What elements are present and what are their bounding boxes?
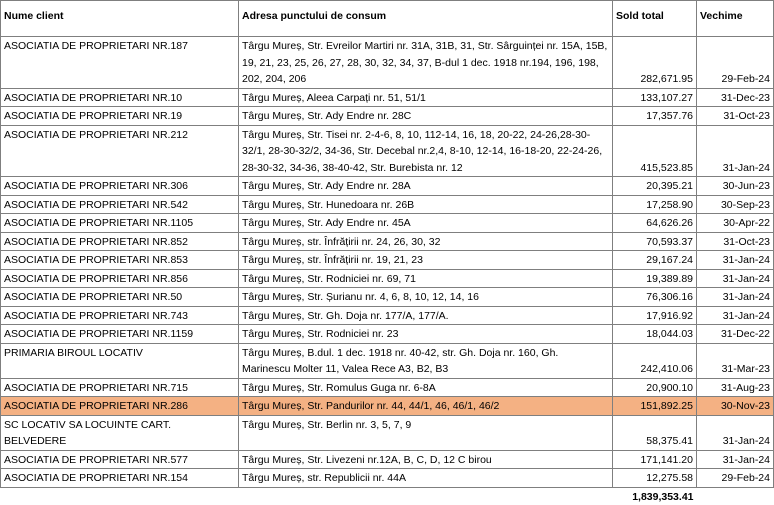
cell-address: Târgu Mureș, Str. Ady Endre nr. 45A <box>239 214 613 233</box>
cell-age: 31-Oct-23 <box>697 107 774 126</box>
cell-client: ASOCIATIA DE PROPRIETARI NR.286 <box>1 397 239 416</box>
cell-sold: 415,523.85 <box>613 125 697 177</box>
table-row <box>1 415 774 450</box>
cell-sold: 29,167.24 <box>613 251 697 270</box>
cell-age: 31-Dec-23 <box>697 88 774 107</box>
cell-address: Târgu Mureș, str. Înfrățirii nr. 24, 26, 30, 32 <box>239 232 613 251</box>
header-sold: Sold total <box>613 1 697 37</box>
cell-address: Târgu Mureș, Str. Ady Endre nr. 28C <box>239 107 613 126</box>
cell-sold: 17,258.90 <box>613 195 697 214</box>
cell-client: SC LOCATIV SA LOCUINTE CART. BELVEDERE <box>1 415 239 450</box>
table-row <box>1 269 774 288</box>
table-row <box>1 107 774 126</box>
cell-sold: 17,916.92 <box>613 306 697 325</box>
cell-age: 31-Jan-24 <box>697 415 774 450</box>
cell-client: ASOCIATIA DE PROPRIETARI NR.1159 <box>1 325 239 344</box>
cell-address: Târgu Mureș, Str. Șurianu nr. 4, 6, 8, 10, 12, 14, 16 <box>239 288 613 307</box>
cell-sold: 282,671.95 <box>613 37 697 89</box>
table-row <box>1 397 774 416</box>
total-row <box>1 487 774 505</box>
cell-age: 31-Jan-24 <box>697 450 774 469</box>
cell-age: 29-Feb-24 <box>697 469 774 488</box>
cell-age: 31-Jan-24 <box>697 125 774 177</box>
cell-sold: 151,892.25 <box>613 397 697 416</box>
cell-sold: 20,900.10 <box>613 378 697 397</box>
cell-age: 31-Dec-22 <box>697 325 774 344</box>
cell-address: Târgu Mureș, B.dul. 1 dec. 1918 nr. 40-42, str. Gh. Doja nr. 160, Gh. Marinescu Molter 11, Valea Rece A3, B2, B3 <box>239 343 613 378</box>
cell-address: Târgu Mureș, Str. Rodniciei nr. 23 <box>239 325 613 344</box>
cell-address: Târgu Mureș, Str. Romulus Guga nr. 6-8A <box>239 378 613 397</box>
table-row <box>1 325 774 344</box>
table-row <box>1 469 774 488</box>
cell-address: Târgu Mureș, Str. Ady Endre nr. 28A <box>239 177 613 196</box>
cell-client: ASOCIATIA DE PROPRIETARI NR.577 <box>1 450 239 469</box>
cell-age: 30-Apr-22 <box>697 214 774 233</box>
cell-client: ASOCIATIA DE PROPRIETARI NR.1105 <box>1 214 239 233</box>
cell-client: ASOCIATIA DE PROPRIETARI NR.212 <box>1 125 239 177</box>
table-row <box>1 232 774 251</box>
cell-client: ASOCIATIA DE PROPRIETARI NR.852 <box>1 232 239 251</box>
cell-client: ASOCIATIA DE PROPRIETARI NR.187 <box>1 37 239 89</box>
cell-address: Târgu Mureș, str. Republicii nr. 44A <box>239 469 613 488</box>
cell-client: ASOCIATIA DE PROPRIETARI NR.50 <box>1 288 239 307</box>
table-row <box>1 378 774 397</box>
table-row <box>1 88 774 107</box>
cell-age: 31-Jan-24 <box>697 288 774 307</box>
table-row <box>1 177 774 196</box>
cell-age: 29-Feb-24 <box>697 37 774 89</box>
cell-sold: 133,107.27 <box>613 88 697 107</box>
cell-sold: 19,389.89 <box>613 269 697 288</box>
cell-sold: 171,141.20 <box>613 450 697 469</box>
cell-age: 31-Jan-24 <box>697 306 774 325</box>
cell-client: ASOCIATIA DE PROPRIETARI NR.19 <box>1 107 239 126</box>
header-row <box>1 1 774 37</box>
table-row <box>1 343 774 378</box>
cell-client: ASOCIATIA DE PROPRIETARI NR.715 <box>1 378 239 397</box>
cell-address: Târgu Mureș, Str. Berlin nr. 3, 5, 7, 9 <box>239 415 613 450</box>
cell-client: ASOCIATIA DE PROPRIETARI NR.853 <box>1 251 239 270</box>
cell-age: 31-Mar-23 <box>697 343 774 378</box>
table-row <box>1 214 774 233</box>
cell-client: ASOCIATIA DE PROPRIETARI NR.542 <box>1 195 239 214</box>
cell-client: ASOCIATIA DE PROPRIETARI NR.856 <box>1 269 239 288</box>
cell-address: Târgu Mureș, Str. Livezeni nr.12A, B, C, D, 12 C birou <box>239 450 613 469</box>
cell-address: Târgu Mureș, str. Înfrățirii nr. 19, 21, 23 <box>239 251 613 270</box>
cell-address: Târgu Mureș, Str. Hunedoara nr. 26B <box>239 195 613 214</box>
cell-client: ASOCIATIA DE PROPRIETARI NR.743 <box>1 306 239 325</box>
cell-sold: 20,395.21 <box>613 177 697 196</box>
cell-age: 31-Oct-23 <box>697 232 774 251</box>
cell-client: ASOCIATIA DE PROPRIETARI NR.154 <box>1 469 239 488</box>
cell-sold: 64,626.26 <box>613 214 697 233</box>
cell-sold: 58,375.41 <box>613 415 697 450</box>
cell-sold: 242,410.06 <box>613 343 697 378</box>
table-row <box>1 288 774 307</box>
cell-age: 30-Sep-23 <box>697 195 774 214</box>
header-age: Vechime <box>697 1 774 37</box>
cell-address: Târgu Mureș, Str. Evreilor Martiri nr. 31A, 31B, 31, Str. Sârguinței nr. 15A, 15B, 19, 21, 23, 25, 26, 27, 28, 30, 32, 34, 37, B-dul 1 dec. 1918 nr.194, 196, 198, 202, 204, 206 <box>239 37 613 89</box>
cell-age: 31-Jan-24 <box>697 269 774 288</box>
header-address: Adresa punctului de consum <box>239 1 613 37</box>
cell-client: ASOCIATIA DE PROPRIETARI NR.306 <box>1 177 239 196</box>
total-sold: 1,839,353.41 <box>613 487 697 505</box>
cell-age: 30-Jun-23 <box>697 177 774 196</box>
cell-address: Târgu Mureș, Str. Rodniciei nr. 69, 71 <box>239 269 613 288</box>
cell-sold: 12,275.58 <box>613 469 697 488</box>
cell-age: 30-Nov-23 <box>697 397 774 416</box>
table-row <box>1 251 774 270</box>
cell-age: 31-Jan-24 <box>697 251 774 270</box>
cell-age: 31-Aug-23 <box>697 378 774 397</box>
cell-sold: 17,357.76 <box>613 107 697 126</box>
table-row <box>1 125 774 177</box>
table-row <box>1 37 774 89</box>
table-row <box>1 195 774 214</box>
cell-address: Târgu Mureș, Str. Tisei nr. 2-4-6, 8, 10, 112-14, 16, 18, 20-22, 24-26,28-30-32/1, 28-30-32/2, 34-36, Str. Decebal nr.2,4, 8-10, 12-14, 16-18-20, 22-24-26, 28-30-32, 34-36, 38-40-42, Str. Burebista nr. 12 <box>239 125 613 177</box>
cell-client: ASOCIATIA DE PROPRIETARI NR.10 <box>1 88 239 107</box>
table-row <box>1 306 774 325</box>
header-client: Nume client <box>1 1 239 37</box>
cell-client: PRIMARIA BIROUL LOCATIV <box>1 343 239 378</box>
cell-sold: 76,306.16 <box>613 288 697 307</box>
cell-address: Târgu Mureș, Str. Pandurilor nr. 44, 44/1, 46, 46/1, 46/2 <box>239 397 613 416</box>
table-row <box>1 450 774 469</box>
cell-sold: 18,044.03 <box>613 325 697 344</box>
cell-sold: 70,593.37 <box>613 232 697 251</box>
cell-address: Târgu Mureș, Str. Gh. Doja nr. 177/A, 177/A. <box>239 306 613 325</box>
cell-address: Târgu Mureș, Aleea Carpați nr. 51, 51/1 <box>239 88 613 107</box>
